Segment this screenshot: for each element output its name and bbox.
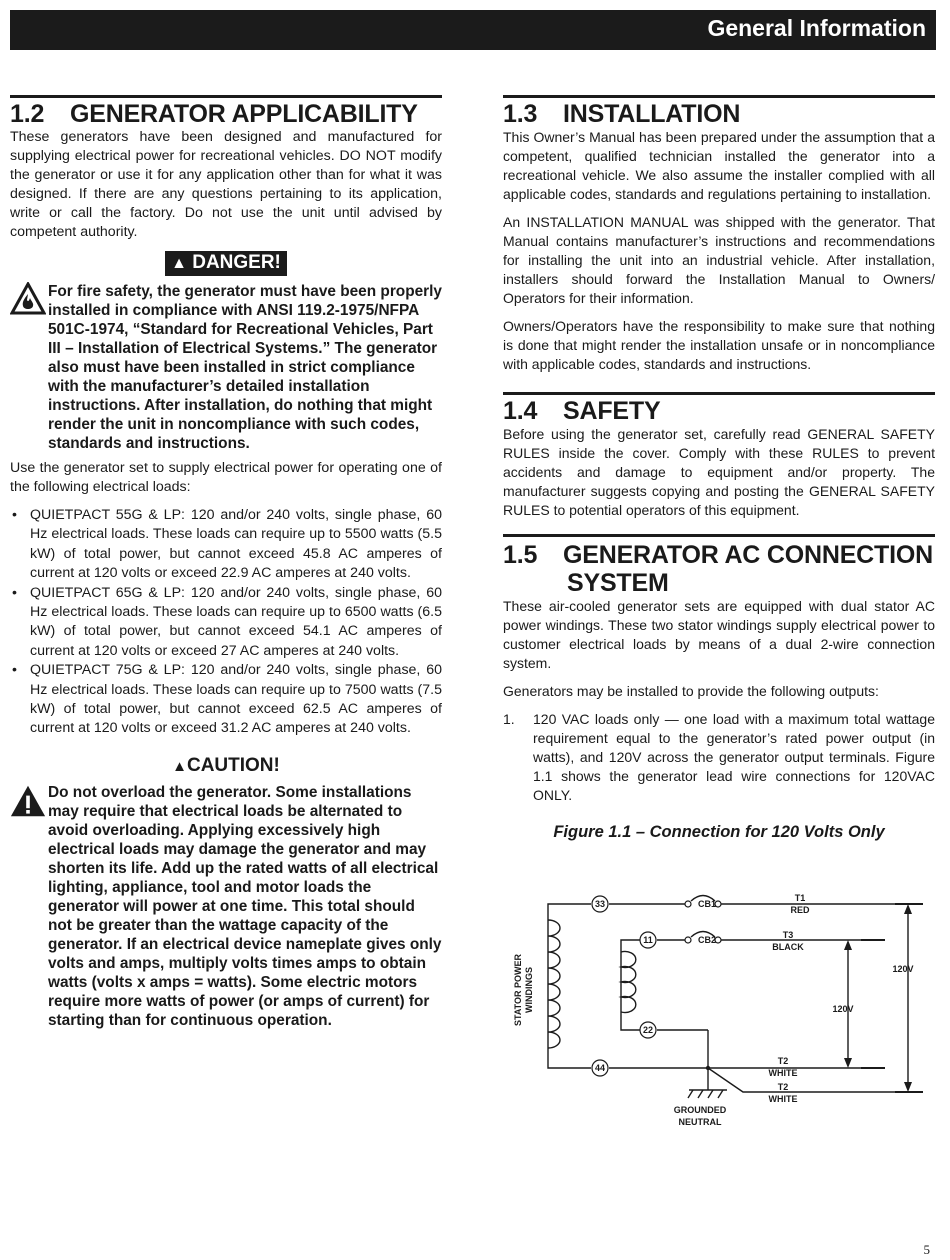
paragraph: An INSTALLATION MANUAL was shipped with the generator. That Manual contains manufacturer’s instructions and recommendations for installing the unit into an industrial vehicle. After installation, installers should forward the Installation Manual to Owners/ Operators for their information. <box>503 214 935 306</box>
node-label-33: 33 <box>594 899 606 909</box>
danger-text: For fire safety, the generator must have been properly installed in compliance with ANSI 119.2-1975/NFPA 501C-1974, “Standard for Recreational Vehicles, Part III – Installation of Electrical Systems.” The generator also must have been installed in strict compliance with the manufacturer’s detailed installation instructions. After installation, do nothing that might render the unit in noncompliance with such codes, standards and instructions. <box>48 283 442 452</box>
t1-label: T1 <box>794 893 806 903</box>
paragraph: These air-cooled generator sets are equipped with dual stator AC power windings. These two stator windings supply electrical power to customer electrical loads by means of a dual 2-wire connection system. <box>503 598 935 671</box>
t3-label: T3 <box>782 930 794 940</box>
caution-block <box>10 783 442 1030</box>
node-label-11: 11 <box>643 935 653 945</box>
warning-triangle-icon: ▲ <box>171 255 187 272</box>
figure-caption: Figure 1.1 – Connection for 120 Volts Only <box>553 823 885 841</box>
cb1-label: CB1 <box>697 899 717 909</box>
header-title: General Information <box>707 15 926 41</box>
output-list <box>503 710 935 805</box>
node-label-22: 22 <box>642 1025 654 1035</box>
list-item: • QUIETPACT 75G & LP: 120 and/or 240 volts, single phase, 60 Hz electrical loads. These loads can require up to 7500 watts (7.5 kW) of total power, but cannot exceed 62.5 AC amperes of current at 120 volts or exceed 31.2 AC amperes at 240 volts. <box>12 662 442 737</box>
fire-hazard-icon <box>10 282 46 316</box>
danger-banner: ▲ DANGER! <box>10 251 442 276</box>
wiring-diagram <box>503 880 935 1140</box>
caution-heading: ▲CAUTION! <box>172 754 280 776</box>
paragraph: Use the generator set to supply electrical power for operating one of the following electrical loads: <box>10 460 442 495</box>
list-item: • QUIETPACT 55G & LP: 120 and/or 240 volts, single phase, 60 Hz electrical loads. These loads can require up to 5500 watts (5.5 kW) of total power, but cannot exceed 45.8 AC amperes of current at 120 volts or exceed 22.9 AC amperes at 240 volts. <box>12 507 442 582</box>
section-heading-1-5: 1.5 GENERATOR AC CONNECTION SYSTEM <box>503 541 933 597</box>
section-rule <box>10 95 442 98</box>
load-list <box>10 506 442 739</box>
paragraph: Generators may be installed to provide the following outputs: <box>503 683 879 699</box>
paragraph: Owners/Operators have the responsibility to make sure that nothing is done that might render the installation unsafe or in noncompliance with applicable codes, standards and instructions. <box>503 318 935 372</box>
stator-coil-1 <box>548 920 560 1048</box>
section-heading-1-3: 1.3 INSTALLATION <box>503 100 741 128</box>
paragraph: These generators have been designed and manufactured for supplying electrical power for recreational vehicles. DO NOT modify the generator or use it for any application other than for what it was designed. If there are any questions pertaining to its application, write or call the factory. Do not use the unit until advised by competent authority. <box>10 129 442 240</box>
inner-winding-wire <box>621 940 640 1030</box>
stator-coil-2 <box>621 952 636 1013</box>
grounded-label: GROUNDED <box>673 1105 727 1115</box>
t2-label: T2 <box>777 1056 789 1066</box>
section-rule <box>503 95 935 98</box>
section-rule <box>503 534 935 537</box>
neutral-label: NEUTRAL <box>678 1117 722 1127</box>
cb2-label: CB2 <box>697 935 717 945</box>
paragraph: Before using the generator set, carefully read GENERAL SAFETY RULES inside the cover. Comply with these RULES to prevent accidents and damage to equipment and/or property. The manufacturer suggests copying and posting the GENERAL SAFETY RULES to potential operators of this equipment. <box>503 426 935 518</box>
inner-voltage-label: 120V <box>832 1004 854 1014</box>
node-label-44: 44 <box>594 1063 606 1073</box>
t2-color-label: WHITE <box>768 1068 798 1078</box>
list-item: 1. 120 VAC loads only — one load with a maximum total wattage requirement equal to the generator’s rated power output (in watts), and 120V across the generator output terminals. Figure 1.1 shows the generator lead wire connections for 120VAC ONLY. <box>503 711 935 803</box>
page-number: 5 <box>923 1242 930 1257</box>
outer-voltage-label: 120V <box>892 964 914 974</box>
right-column <box>503 95 935 842</box>
stator-label-2: WINDINGS <box>524 967 534 1013</box>
header-bar <box>10 10 936 50</box>
t2-lower-label: T2 <box>777 1082 789 1092</box>
left-column <box>10 95 442 1030</box>
exclamation-warning-icon <box>10 783 46 819</box>
section-heading-1-2: 1.2 GENERATOR APPLICABILITY <box>10 100 418 128</box>
t3-color-label: BLACK <box>772 942 804 952</box>
caution-text: Do not overload the generator. Some installations may require that electrical loads be alternated to avoid overloading. Applying excessively high electrical loads may damage the generator and may shorten its life. Add up the rated watts of all electrical lighting, appliance, tool and motor loads the generator will power at one time. This total should not be greater than the wattage capacity of the generator. If an electrical device nameplate gives only volts and amps, multiply volts times amps to obtain watts (volts x amps = watts). Some electric motors require more watts of power (or amps of current) for starting than for continuous operation. <box>48 783 442 1029</box>
paragraph: This Owner’s Manual has been prepared under the assumption that a competent, qualified technician installed the generator into a recreational vehicle. We also assume the installer complied with all applicable codes, standards and regulations pertaining to installation. <box>503 129 935 202</box>
section-heading-1-4: 1.4 SAFETY <box>503 397 661 425</box>
t1-color-label: RED <box>790 905 810 915</box>
danger-block <box>10 282 442 453</box>
t2-lower-color-label: WHITE <box>768 1094 798 1104</box>
warning-triangle-icon: ▲ <box>172 757 187 775</box>
stator-label-1: STATOR POWER <box>513 954 523 1026</box>
section-rule <box>503 392 935 395</box>
list-item: • QUIETPACT 65G & LP: 120 and/or 240 volts, single phase, 60 Hz electrical loads. These loads can require up to 6500 watts (6.5 kW) of total power, but cannot exceed 54.1 AC amperes of current at 120 volts or exceed 27 AC amperes at 240 volts. <box>12 584 442 659</box>
